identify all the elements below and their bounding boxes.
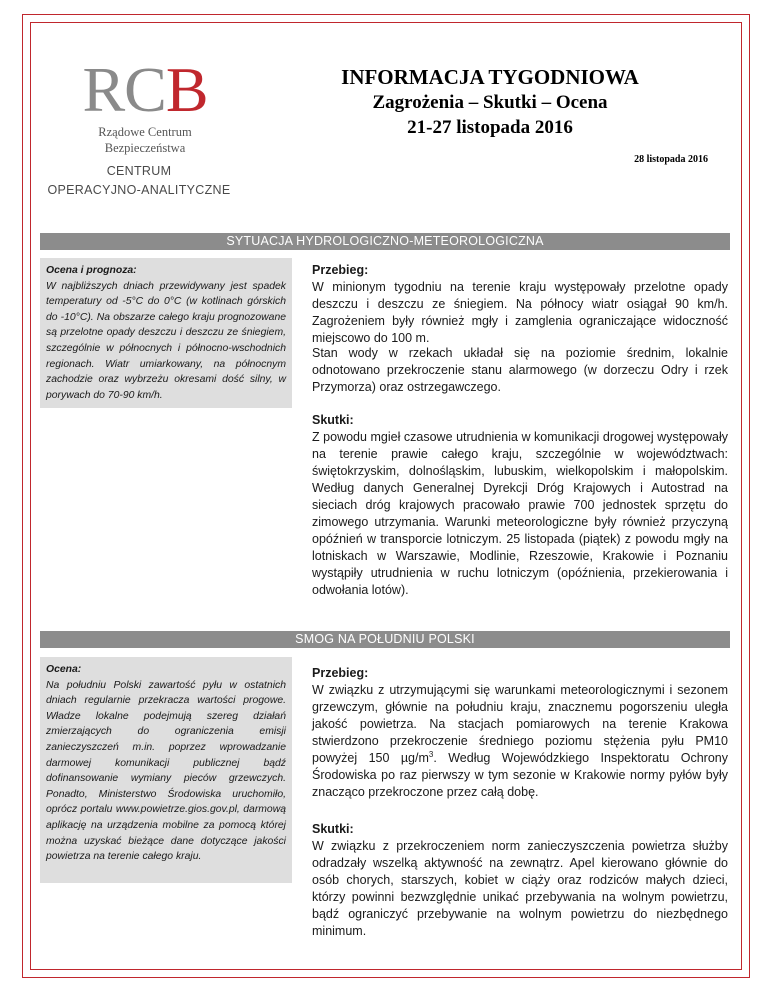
przebieg-heading: Przebieg: (312, 263, 369, 277)
przebieg-heading: Przebieg: (312, 666, 369, 680)
unit-superscript: 3 (428, 749, 434, 759)
document-title (300, 64, 680, 140)
logo-subtitle-line2: Bezpieczeństwa (104, 141, 186, 155)
przebieg-paragraph-2 (312, 345, 728, 396)
section-header-hydro: SYTUACJA HYDROLOGICZNO-METEOROLOGICZNA (40, 233, 730, 250)
sidebar-text: W najbliższych dniach przewidywany jest spadek temperatury od -5°C do 0°C (w kotlinach górskich do -10°C). Na obszarze całego kraju prognozowane są przelotne opady deszczu i deszczu ze śniegiem, szczególnie w północnych i północno-wschodnich regionach. Wiatr umiarkowany, na północnym zachodzie oraz wybrzeżu okresami dość silny, w porywach do 70-90 km/h. (46, 280, 286, 401)
skutki-heading: Skutki: (312, 413, 354, 427)
logo-letters (60, 54, 230, 125)
publication-date: 28 listopada 2016 (634, 154, 708, 165)
przebieg-text-before: W związku z utrzymującymi się warunkami meteorologicznymi i sezonem grzewczym, głównie na południu kraju, znacznemu pogorszeniu uległa jakość powietrza. Na stacjach pomiarowych na terenie Krakowa stwierdzono przekroczenie średniego poziomu stężenia pyłu PM10 powyżej 150 µg/m (312, 683, 728, 765)
skutki-paragraph: W związku z przekroczeniem norm zanieczyszczenia powietrza służby odradzały wszelką aktywność na zewnątrz. Apel kierowano głównie do osób chorych, starszych, kobiet w ciąży oraz rodziców małych dzieci, którzy powinni bezwzględnie unikać przebywania na wolnym powietrzu, bądź ograniczyć przebywanie na wolnym powietrzu do niezbędnego minimum. (312, 839, 728, 938)
przebieg-block-hydro (312, 262, 728, 347)
sidebar-text: Na południu Polski zawartość pyłu w ostatnich dniach regularnie przekracza wartości progowe. Władze lokalne podejmują szereg działań zmierzających do ograniczenia emisji zanieczyszczeń m.in. poprzez wprowadzanie darmowej komunikacji publicznej bądź dofinansowanie wymiany pieców grzewczych. Ponadto, Ministerstwo Środowiska uruchomiło, oprócz portalu www.powietrze.gios.gov.pl, darmową aplikację na urządzenia mobilne za pomocą której można uzyskać bieżące dane dotyczące jakości powietrza na terenie całego kraju. (46, 679, 286, 863)
skutki-block-smog (312, 821, 728, 940)
rcb-logo (60, 54, 230, 156)
sidebar-assessment-hydro (40, 258, 292, 408)
przebieg-block-smog (312, 665, 728, 801)
center-label-line1: CENTRUM (106, 164, 172, 178)
przebieg-paragraph (312, 682, 728, 801)
section-header-smog: SMOG NA POŁUDNIU POLSKI (40, 631, 730, 648)
skutki-block-hydro (312, 412, 728, 599)
przebieg-text-after: . Według Wojewódzkiego Inspektoratu Ochrony Środowiska po raz pierwszy w tym sezonie w Krakowie normy pyłów były znacząco przekroczone przez całą dobę. (312, 751, 728, 799)
skutki-paragraph: Z powodu mgieł czasowe utrudnienia w komunikacji drogowej występowały na terenie prawie całego kraju, szczególnie w województwach: świętokrzyskim, dolnośląskim, lubuskim, wielkopolskim i małopolskim. Według danych Generalnej Dyrekcji Dróg Krajowych i Autostrad na sieciach dróg krajowych pracowało prawie 700 jednostek sprzętu do zimowego utrzymania. Warunki meteorologiczne były również przyczyną opóźnień w transporcie lotniczym. 25 listopada (piątek) z powodu mgły na lotniskach w Warszawie, Modlinie, Rzeszowie, Krakowie i Poznaniu wystąpiły utrudnienia w ruchu lotniczym (opóźnienia, przekierowania i odwołania lotów). (312, 430, 728, 597)
sidebar-heading: Ocena i prognoza: (46, 265, 137, 276)
center-label-line2: OPERACYJNO-ANALITYCZNE (47, 183, 231, 197)
sidebar-assessment-smog (40, 657, 292, 883)
logo-letters-b: B (165, 54, 208, 125)
logo-letters-rc: RC (82, 54, 166, 125)
title-line3: 21-27 listopada 2016 (407, 117, 573, 138)
skutki-heading: Skutki: (312, 822, 354, 836)
center-label (40, 162, 238, 200)
przebieg-paragraph: Stan wody w rzekach układał się na poziomie średnim, lokalnie odnotowano przekroczenie stanu alarmowego (w dorzeczu Odry i rzek Przymorza) oraz ostrzegawczego. (312, 346, 728, 394)
sidebar-heading: Ocena: (46, 664, 82, 675)
title-line2: Zagrożenia – Skutki – Ocena (372, 92, 608, 113)
logo-subtitle-line1: Rządowe Centrum (98, 125, 192, 139)
title-line1: INFORMACJA TYGODNIOWA (341, 65, 639, 89)
przebieg-paragraph: W minionym tygodniu na terenie kraju występowały przelotne opady deszczu i deszczu ze śniegiem. Na północy wiatr osiągał 90 km/h. Zagrożeniem były również mgły i zamglenia ograniczające widoczność miejscowo do 100 m. (312, 280, 728, 345)
